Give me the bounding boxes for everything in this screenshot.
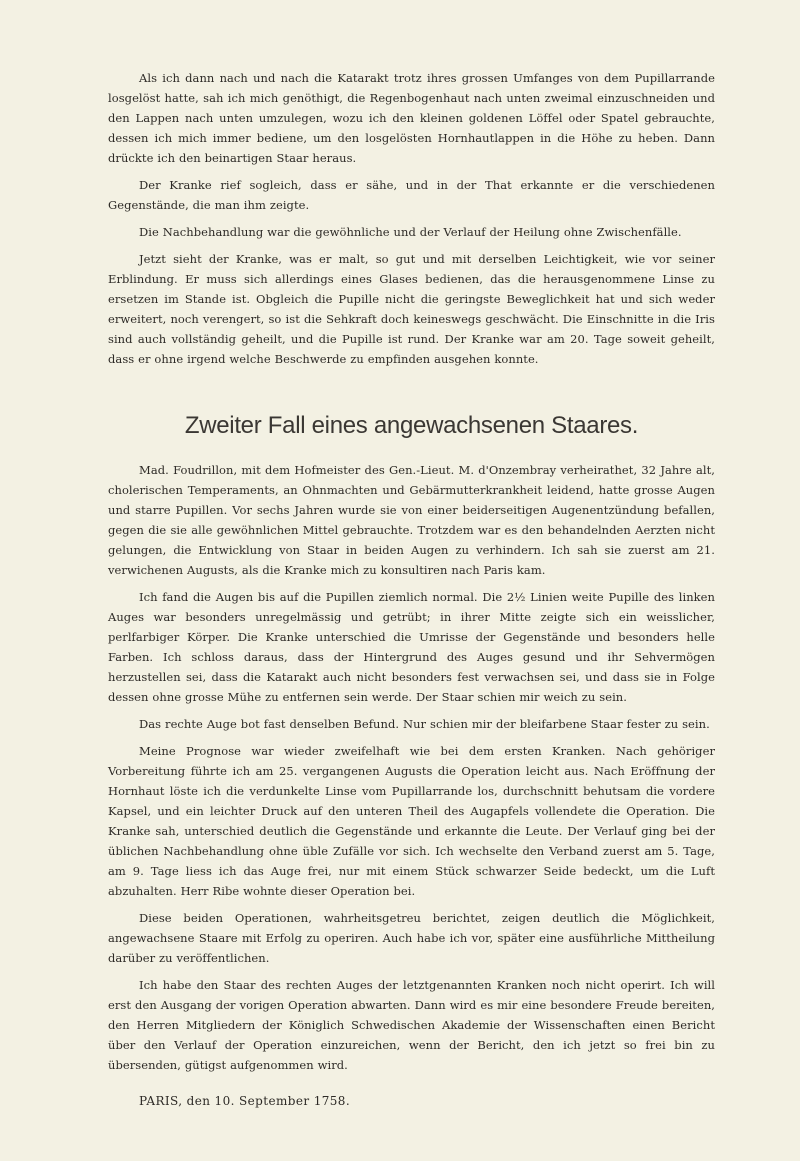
paragraph-7: Das rechte Auge bot fast denselben Befund. Nur schien mir der bleifarbene Staar fester zu sein. <box>139 717 710 731</box>
paragraph-3: Die Nachbehandlung war die gewöhnliche und der Verlauf der Heilung ohne Zwischenfälle. <box>139 225 682 239</box>
paragraph-1: Als ich dann nach und nach die Katarakt trotz ihres grossen Umfanges von dem Pupillarrande losgelöst hatte, sah ich mich genöthigt, die Regenbogenhaut nach unten zweimal einzuschneiden und den Lappen nach unten umzulegen, wozu ich den kleinen goldenen Löffel oder Spatel gebrauchte, dessen ich mich immer bediene, um den losgelösten Hornhautlappen in die Höhe zu heben. Dann drückte ich den beinartigen Staar heraus. <box>108 71 715 165</box>
paragraph-2: Der Kranke rief sogleich, dass er sähe, und in der That erkannte er die verschiedenen Gegenstände, die man ihm zeigte. <box>108 178 715 212</box>
section-heading: Zweiter Fall eines angewachsenen Staares. <box>184 412 639 439</box>
dateline: PARIS, den 10. September 1758. <box>139 1094 351 1108</box>
document-page <box>108 68 715 1111</box>
paragraph-8: Meine Prognose war wieder zweifelhaft wie bei dem ersten Kranken. Nach gehöriger Vorbereitung führte ich am 25. vergangenen Augusts die Operation leicht aus. Nach Eröffnung der Hornhaut löste ich die verdunkelte Linse vom Pupillarrande los, durchschnitt behutsam die vordere Kapsel, und ein leichter Druck auf den unteren Theil des Augapfels vollendete die Operation. Die Kranke sah, unterschied deutlich die Gegenstände und erkannte die Leute. Der Verlauf ging bei der üblichen Nachbehandlung ohne üble Zufälle vor sich. Ich wechselte den Verband zuerst am 5. Tage, am 9. Tage liess ich das Auge frei, nur mit einem Stück schwarzer Seide bedeckt, um die Luft abzuhalten. Herr Ribe wohnte dieser Operation bei. <box>108 744 715 898</box>
paragraph-10: Ich habe den Staar des rechten Auges der letztgenannten Kranken noch nicht operirt. Ich will erst den Ausgang der vorigen Operation abwarten. Dann wird es mir eine besondere Freude bereiten, den Herren Mitgliedern der Königlich Schwedischen Akademie der Wissenschaften einen Bericht über den Verlauf der Operation einzureichen, wenn der Bericht, den ich jetzt so frei bin zu übersenden, gütigst aufgenommen wird. <box>108 978 715 1072</box>
paragraph-4: Jetzt sieht der Kranke, was er malt, so gut und mit derselben Leichtigkeit, wie vor seiner Erblindung. Er muss sich allerdings eines Glases bedienen, das die herausgenommene Linse zu ersetzen im Stande ist. Obgleich die Pupille nicht die geringste Beweglichkeit hat und sich weder erweitert, noch verengert, so ist die Sehkraft doch keineswegs geschwächt. Die Einschnitte in die Iris sind auch vollständig geheilt, und die Pupille ist rund. Der Kranke war am 20. Tage soweit geheilt, dass er ohne irgend welche Beschwerde zu empfinden ausgehen konnte. <box>108 252 715 366</box>
paragraph-9: Diese beiden Operationen, wahrheitsgetreu berichtet, zeigen deutlich die Möglichkeit, angewachsene Staare mit Erfolg zu operiren. Auch habe ich vor, später eine ausführliche Mittheilung darüber zu veröffentlichen. <box>108 911 715 965</box>
paragraph-5: Mad. Foudrillon, mit dem Hofmeister des Gen.-Lieut. M. d'Onzembray verheirathet, 32 Jahre alt, cholerischen Temperaments, an Ohnmachten und Gebärmutterkrankheit leidend, hatte grosse Augen und starre Pupillen. Vor sechs Jahren wurde sie von einer beiderseitigen Augenentzündung befallen, gegen die sie alle gewöhnlichen Mittel gebrauchte. Trotzdem war es den behandelnden Aerzten nicht gelungen, die Entwicklung von Staar in beiden Augen zu verhindern. Ich sah sie zuerst am 21. verwichenen Augusts, als die Kranke mich zu konsultiren nach Paris kam. <box>108 463 715 577</box>
paragraph-6: Ich fand die Augen bis auf die Pupillen ziemlich normal. Die 2½ Linien weite Pupille des linken Auges war besonders unregelmässig und getrübt; in ihrer Mitte zeigte sich ein weisslicher, perlfarbiger Körper. Die Kranke unterschied die Umrisse der Gegenstände und besonders helle Farben. Ich schloss daraus, dass der Hintergrund des Auges gesund und ihr Sehvermögen herzustellen sei, dass die Katarakt auch nicht besonders fest verwachsen sei, und dass sie in Folge dessen ohne grosse Mühe zu entfernen sein werde. Der Staar schien mir weich zu sein. <box>108 590 715 704</box>
